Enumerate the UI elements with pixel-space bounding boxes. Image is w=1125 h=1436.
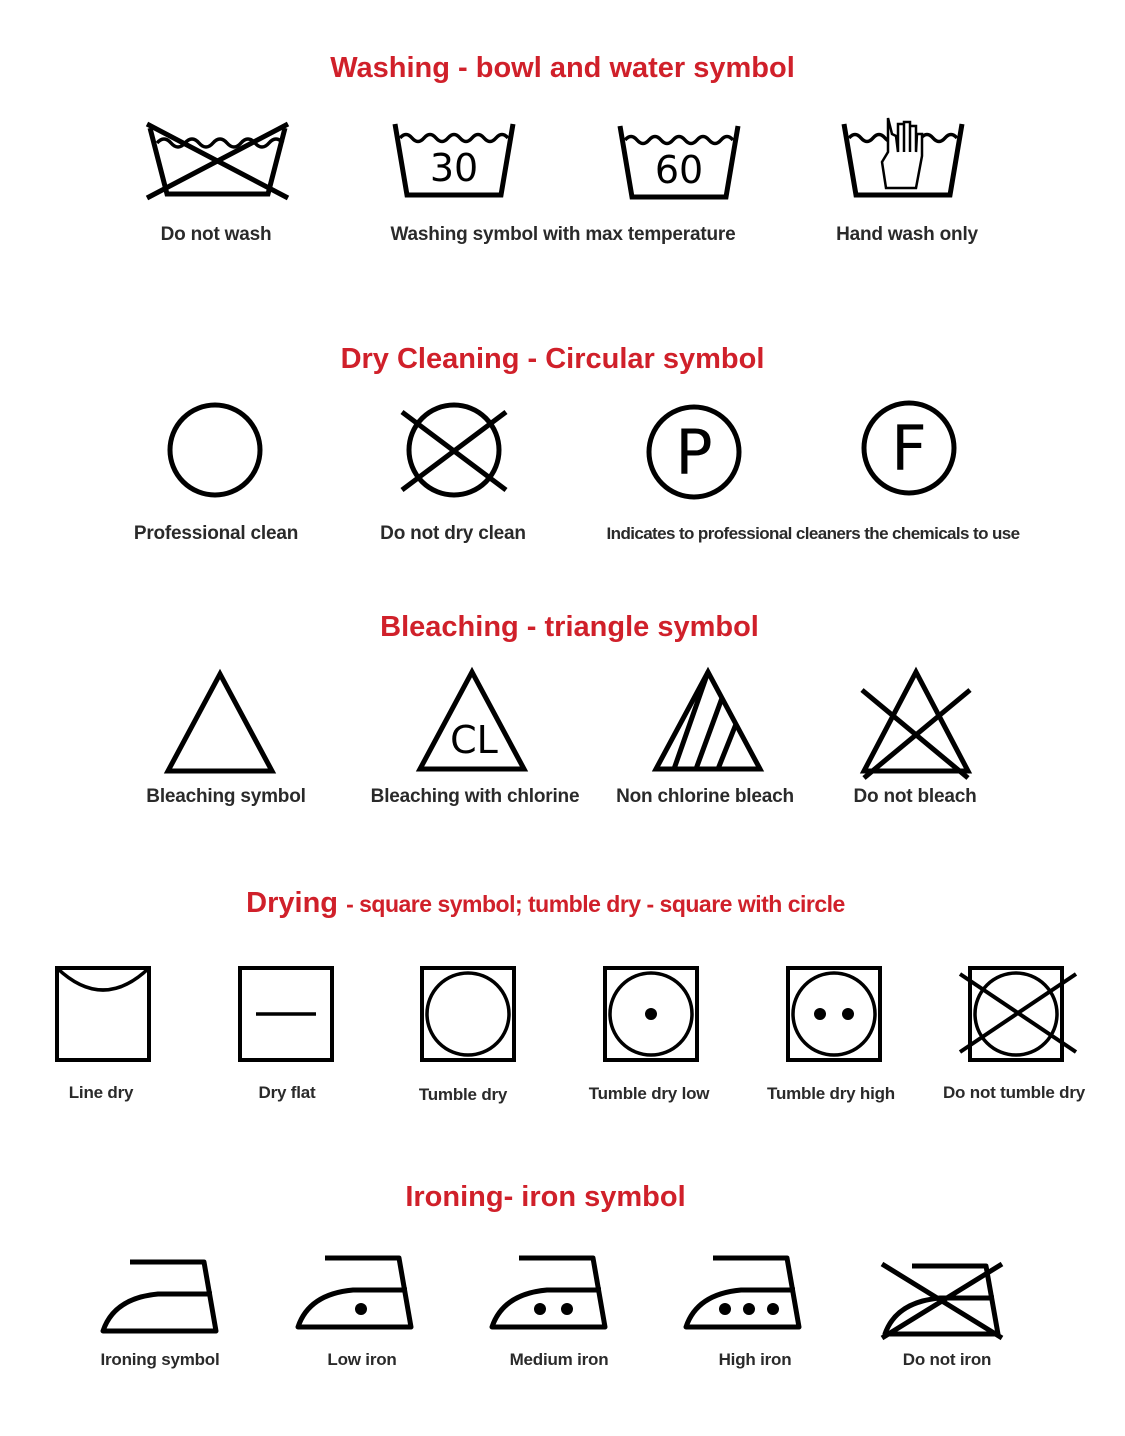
max-temp-label: Washing symbol with max temperature [390,224,736,245]
medium-iron-label: Medium iron [509,1350,609,1369]
bleaching-icon [164,670,276,774]
do-not-tumble-dry-icon [958,966,1078,1062]
do-not-wash-label: Do not wash [160,224,272,245]
ironing-section-title: Ironing- iron symbol [405,1181,686,1213]
chlorine-bleach-text: CL [450,718,498,762]
non-chlorine-label: Non chlorine bleach [616,786,794,807]
wash-60-text: 60 [654,148,704,192]
drying-section-title [0,887,1108,920]
dry-cleaning-section-title: Dry Cleaning - Circular symbol [340,343,765,375]
tumble-dry-label: Tumble dry [418,1085,508,1104]
wash-30-icon [390,120,518,200]
hand-wash-icon [840,112,968,200]
drying-title-main: Drying [246,887,339,919]
dry-clean-f-icon [861,400,957,496]
ironing-icon [100,1258,220,1336]
dry-clean-p-icon [646,404,742,500]
tumble-dry-high-icon [786,966,882,1062]
medium-iron-icon [489,1254,609,1332]
professional-clean-icon [167,402,263,498]
line-dry-icon [55,966,151,1062]
do-not-wash-icon [145,118,290,200]
do-not-bleach-icon [860,668,972,782]
chlorine-label: Bleaching with chlorine [370,786,580,807]
low-iron-icon [295,1254,415,1332]
dry-clean-f-text: F [891,412,927,485]
tumble-low-label: Tumble dry low [588,1084,710,1103]
tumble-dry-low-icon [603,966,699,1062]
high-iron-icon [683,1254,803,1332]
no-tumble-label: Do not tumble dry [942,1083,1086,1102]
chemicals-label: Indicates to professional cleaners the chemicals to use [606,524,1020,543]
dry-flat-label: Dry flat [258,1083,316,1102]
tumble-high-label: Tumble dry high [767,1084,895,1103]
wash-60-icon [615,122,743,202]
wash-30-text: 30 [429,146,479,190]
do-not-dry-clean-icon [398,402,510,498]
bleaching-section-title: Bleaching - triangle symbol [380,611,759,643]
non-chlorine-bleach-icon [652,668,764,772]
bleaching-label: Bleaching symbol [146,786,306,807]
line-dry-label: Line dry [68,1083,134,1102]
tumble-dry-icon [420,966,516,1062]
dry-flat-icon [238,966,334,1062]
high-iron-label: High iron [718,1350,792,1369]
do-not-dry-clean-label: Do not dry clean [380,523,526,544]
do-not-iron-label: Do not iron [902,1350,992,1369]
professional-clean-label: Professional clean [133,523,299,544]
low-iron-label: Low iron [327,1350,397,1369]
drying-title-sub: - square symbol; tumble dry - square with circle [346,891,845,917]
do-not-iron-icon [878,1258,1006,1342]
hand-wash-label: Hand wash only [836,224,978,245]
ironing-label: Ironing symbol [100,1350,220,1369]
chlorine-bleach-icon [416,668,528,772]
do-not-bleach-label: Do not bleach [853,786,977,807]
washing-section-title: Washing - bowl and water symbol [330,52,795,84]
dry-clean-p-text: P [675,416,713,489]
